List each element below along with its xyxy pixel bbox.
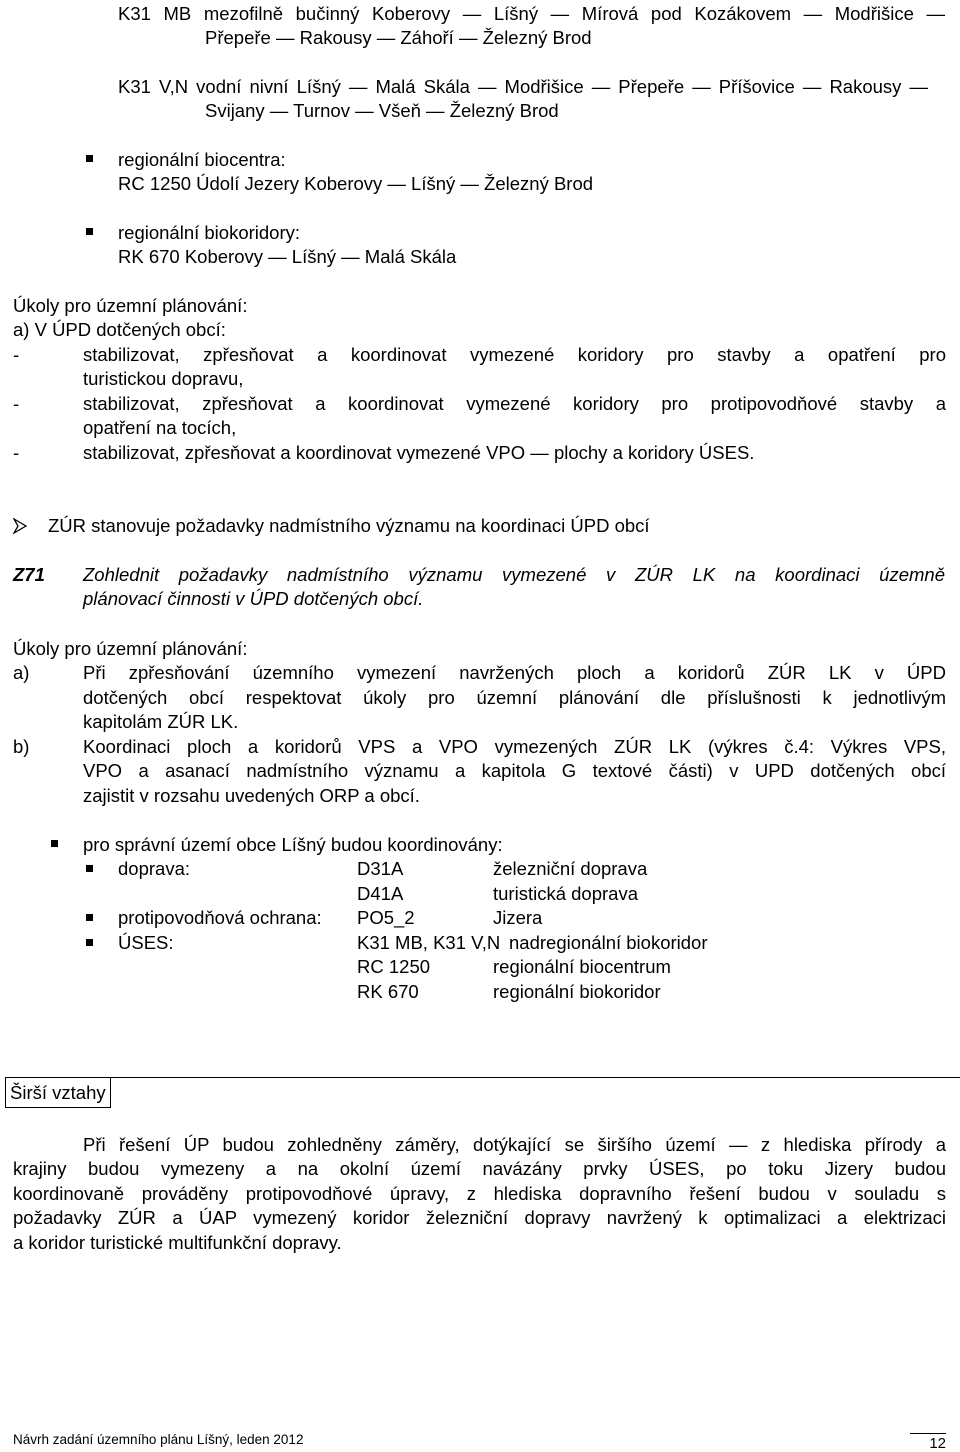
ukoly2-a-line3: kapitolám ZÚR LK. [83, 711, 239, 732]
z71-line1: Zohlednit požadavky nadmístního významu vymezené v ZÚR LK na koordinaci územně [83, 564, 945, 585]
koord-row-desc: železniční doprava [493, 858, 648, 879]
dash-marker: - [13, 344, 20, 365]
koord-row-desc: nadregionální biokoridor [509, 932, 708, 953]
ukoly2-a-marker: a) [13, 662, 30, 683]
biokoridory-label: regionální biokoridory: [118, 222, 301, 243]
k31mb-line2: Přepeře — Rakousy — Záhoří — Železný Brod [205, 27, 592, 48]
koordinace-heading: pro správní území obce Líšný budou koordinovány: [83, 834, 503, 855]
koord-row-desc: regionální biocentrum [493, 956, 671, 977]
footer-text: Návrh zadání územního plánu Líšný, leden 2012 [13, 1432, 304, 1447]
koord-row-code: K31 MB, K31 V,N [357, 932, 501, 953]
koord-row-code: RK 670 [357, 981, 419, 1002]
ukoly2-a-line2: dotčených obcí respektovat úkoly pro územní plánování dle příslušnosti k jednotlivým [83, 687, 946, 708]
zur-heading: ZÚR stanovuje požadavky nadmístního významu na koordinaci ÚPD obcí [48, 515, 650, 536]
biocentra-label: regionální biocentra: [118, 149, 286, 170]
koord-row-label: ÚSES: [118, 932, 174, 953]
biokoridory-value: RK 670 Koberovy — Líšný — Malá Skála [118, 246, 457, 267]
ukoly2-b-line1: Koordinaci ploch a koridorů VPS a VPO vymezených ZÚR LK (výkres č.4: Výkres VPS, [83, 736, 946, 757]
koord-row-desc: turistická doprava [493, 883, 638, 904]
koord-row-label: protipovodňová ochrana: [118, 907, 322, 928]
ukoly1-heading: Úkoly pro územní plánování: [13, 295, 248, 316]
ukoly2-b-line3: zajistit v rozsahu uvedených ORP a obcí. [83, 785, 420, 806]
koord-row-label: doprava: [118, 858, 190, 879]
page-number: 12 [910, 1433, 946, 1452]
ukoly2-b-line2: VPO a asanací nadmístního významu a kapitola G textové části) v UPD dotčených obcí [83, 760, 946, 781]
ukoly1-item1-line2: turistickou dopravu, [83, 368, 244, 389]
ukoly2-b-marker: b) [13, 736, 30, 757]
koord-row-code: RC 1250 [357, 956, 431, 977]
ukoly1-item1-line1: stabilizovat, zpřesňovat a koordinovat vymezené koridory pro stavby a opatření pro [83, 344, 946, 365]
ukoly2-heading: Úkoly pro územní plánování: [13, 638, 248, 659]
square-bullet-icon [86, 865, 93, 872]
k31vn-line1: K31 V,N vodní nivní Líšný — Malá Skála — Modřišice — Přepeře — Příšovice — Rakousy — [118, 76, 928, 97]
z71-line2: plánovací činnosti v ÚPD dotčených obcí. [83, 588, 424, 609]
dash-marker: - [13, 442, 20, 463]
ukoly1-item2-line1: stabilizovat, zpřesňovat a koordinovat vymezené koridory pro protipovodňové stavby a [83, 393, 946, 414]
sirsi-line: koordinovaně prováděny protipovodňové úpravy, z hlediska dopravního řešení budou v souladu s [13, 1183, 946, 1204]
sirsi-line: požadavky ZÚR a ÚAP vymezený koridor železniční dopravy navržený k optimalizaci a elektrizaci [13, 1207, 946, 1228]
ukoly1-item3-line1: stabilizovat, zpřesňovat a koordinovat vymezené VPO — plochy a koridory ÚSES. [83, 442, 755, 463]
sirsi-line: a koridor turistické multifunkční dopravy. [13, 1232, 342, 1253]
ukoly2-a-line1: Při zpřesňování územního vymezení navržených ploch a koridorů ZÚR LK v ÚPD [83, 662, 946, 683]
koord-row-code: D31A [357, 858, 404, 879]
k31mb-line1: K31 MB mezofilně bučinný Koberovy — Líšný — Mírová pod Kozákovem — Modřišice — [118, 3, 945, 24]
square-bullet-icon [86, 155, 93, 162]
arrow-bullet-icon [13, 518, 27, 534]
z71-code: Z71 [13, 564, 45, 585]
koord-row-code: D41A [357, 883, 404, 904]
dash-marker: - [13, 393, 20, 414]
sirsi-line: Při řešení ÚP budou zohledněny záměry, dotýkající se širšího území — z hlediska přírody a [83, 1134, 946, 1155]
section-divider [5, 1077, 960, 1078]
sirsi-title: Širší vztahy [5, 1077, 111, 1108]
ukoly1-sub: a) V ÚPD dotčených obcí: [13, 319, 226, 340]
ukoly1-item2-line2: opatření na tocích, [83, 417, 237, 438]
square-bullet-icon [86, 939, 93, 946]
square-bullet-icon [86, 228, 93, 235]
koord-row-desc: Jizera [493, 907, 543, 928]
square-bullet-icon [51, 840, 58, 847]
koord-row-code: PO5_2 [357, 907, 415, 928]
square-bullet-icon [86, 914, 93, 921]
biocentra-value: RC 1250 Údolí Jezery Koberovy — Líšný — Železný Brod [118, 173, 594, 194]
sirsi-line: krajiny budou vymezeny a na okolní území navázány prvky ÚSES, po toku Jizery budou [13, 1158, 946, 1179]
koord-row-desc: regionální biokoridor [493, 981, 661, 1002]
k31vn-line2: Svijany — Turnov — Všeň — Železný Brod [205, 100, 559, 121]
